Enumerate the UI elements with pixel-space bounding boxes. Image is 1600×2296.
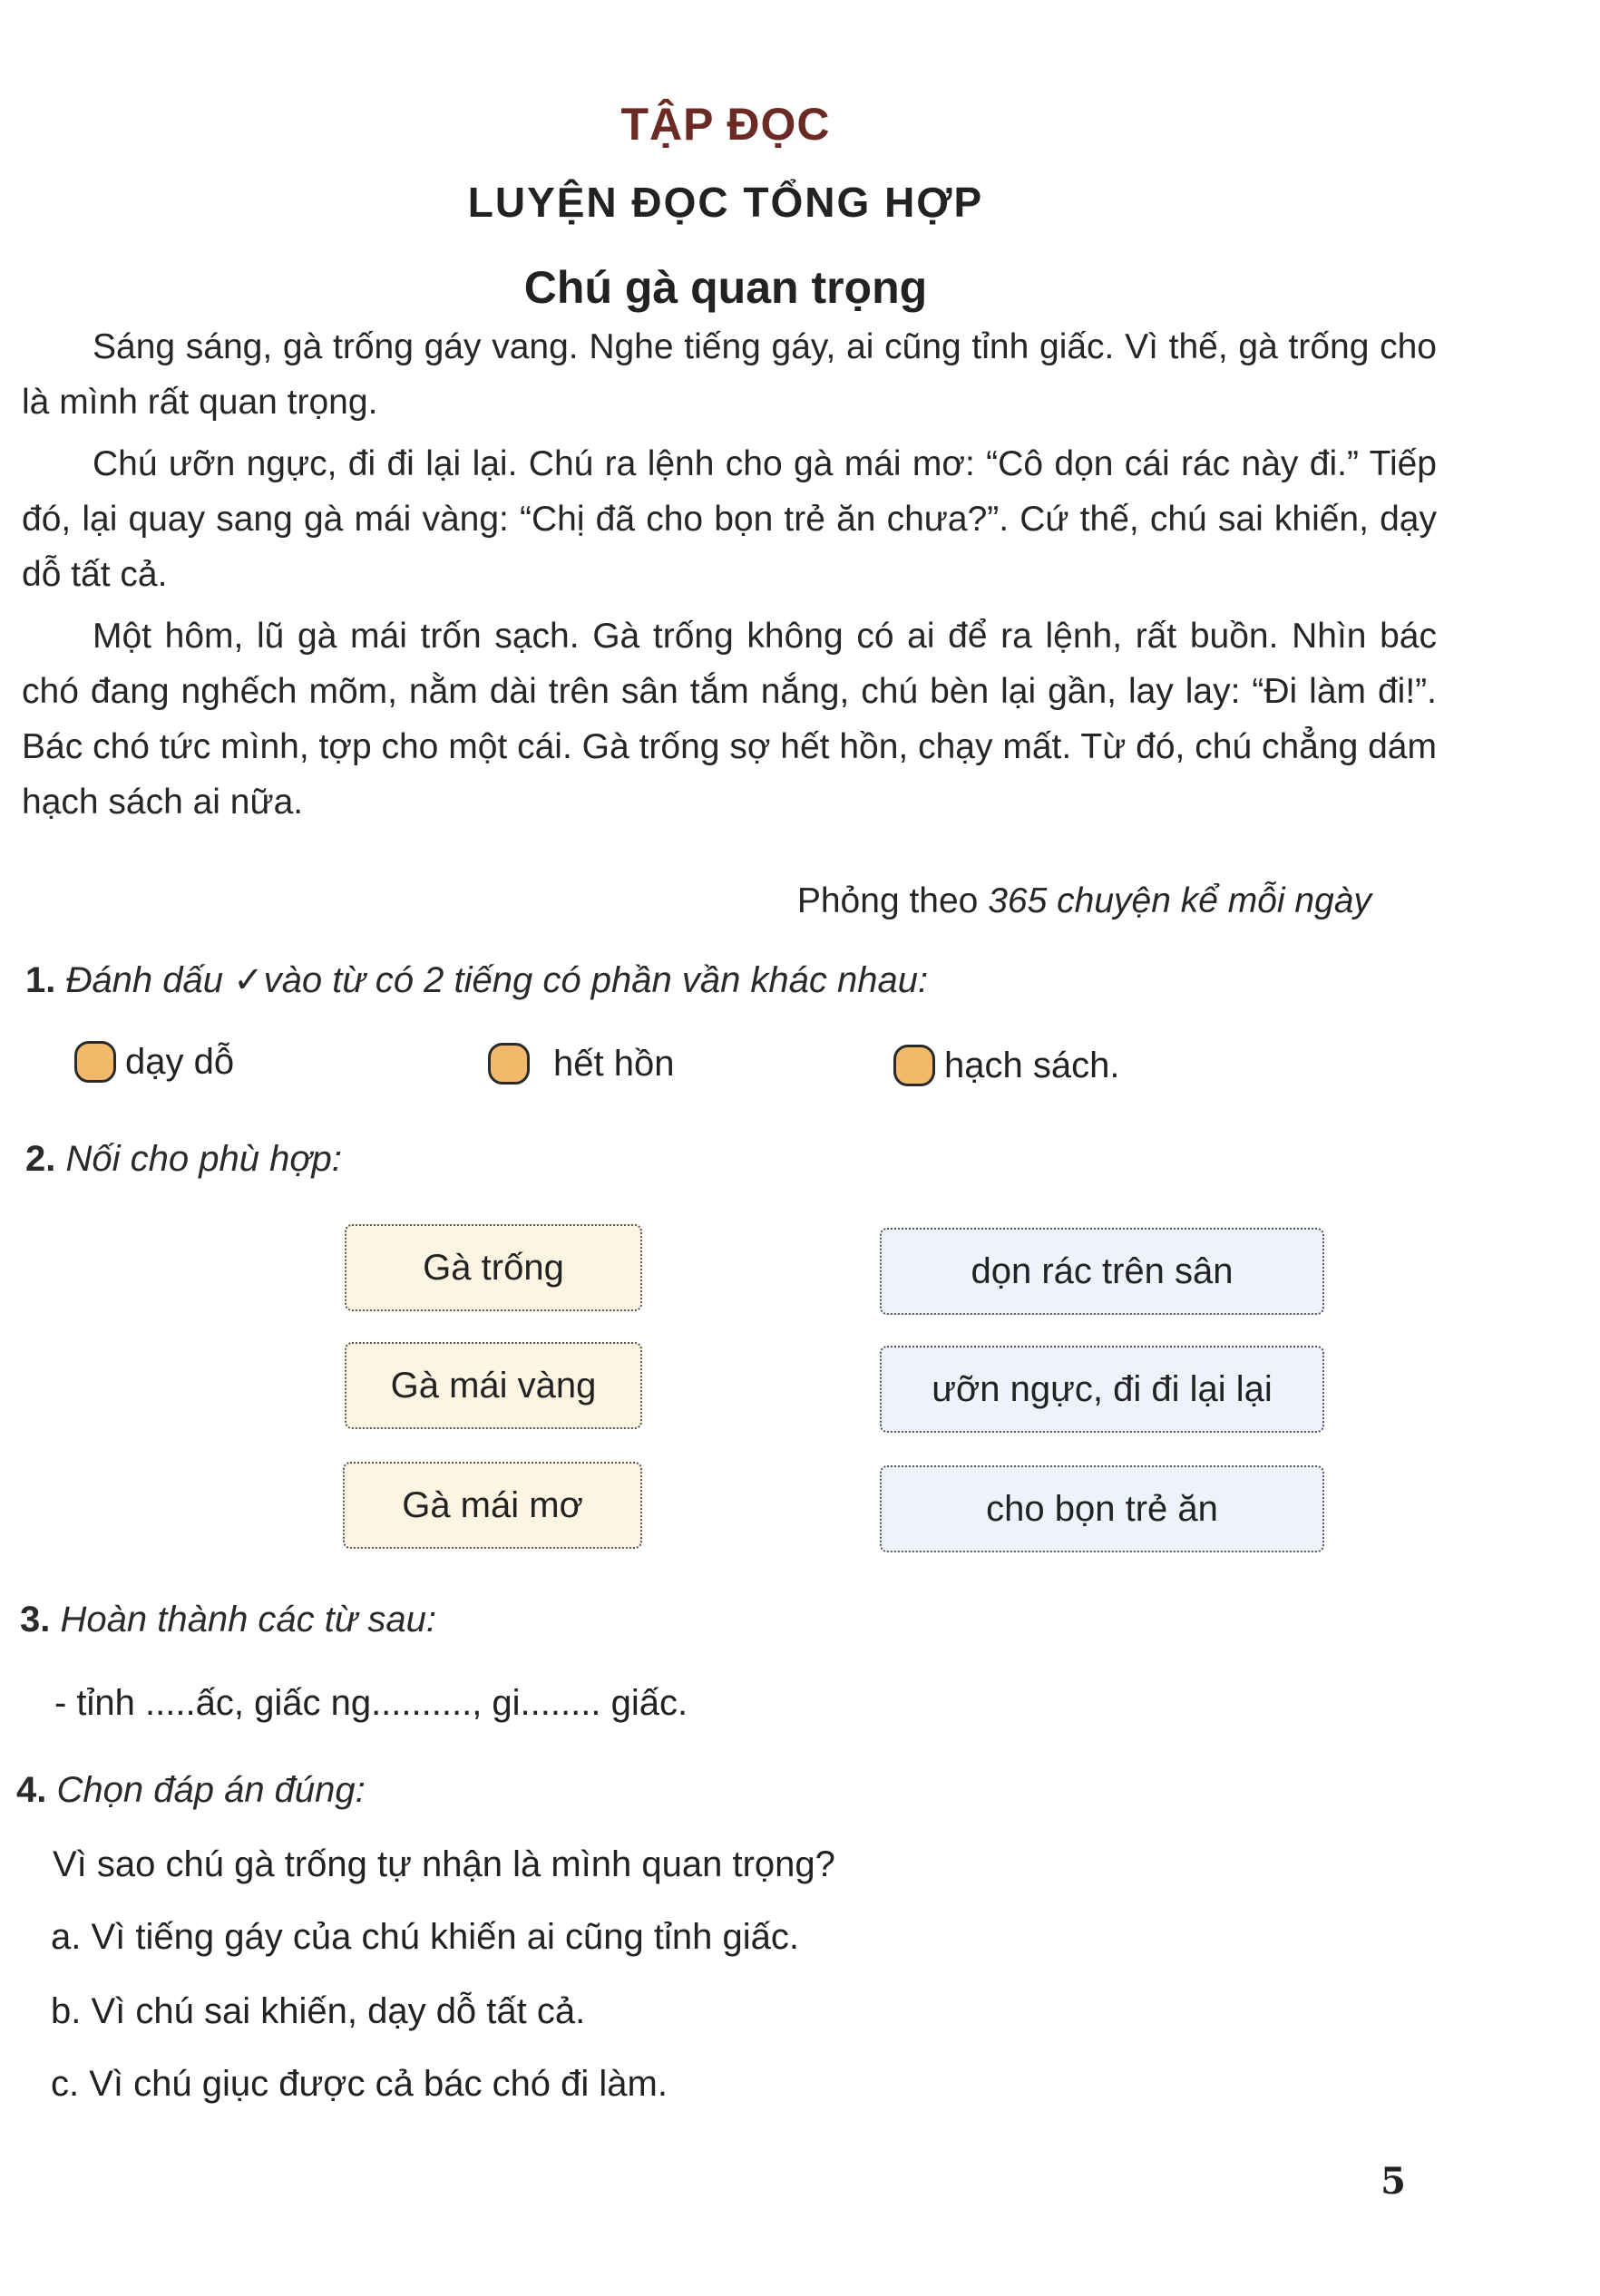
source-book: 365 chuyện kể mỗi ngày (988, 881, 1371, 920)
match-label: dọn rác trên sân (971, 1250, 1234, 1291)
match-right-1[interactable] (880, 1228, 1324, 1315)
question-4-prompt: Vì sao chú gà trống tự nhận là mình quan trọng? (53, 1844, 835, 1884)
checkmark-icon: ✓ (233, 960, 264, 1000)
match-label: cho bọn trẻ ăn (986, 1488, 1218, 1529)
question-2-title (25, 1139, 342, 1180)
q4-option-c[interactable]: c. Vì chú giục được cả bác chó đi làm. (51, 2064, 668, 2104)
match-right-2[interactable] (880, 1346, 1324, 1433)
q1-option-1[interactable] (74, 1041, 234, 1083)
question-3-text: Hoàn thành các từ sau: (60, 1600, 436, 1639)
question-4-title (16, 1770, 366, 1811)
question-3-number: 3. (20, 1600, 51, 1639)
checkbox-icon[interactable] (893, 1045, 935, 1086)
question-1-text-after: vào từ có 2 tiếng có phần vần khác nhau: (263, 960, 929, 1000)
question-4-number: 4. (16, 1770, 47, 1810)
story-paragraph-2: Chú ưỡn ngực, đi đi lại lại. Chú ra lệnh cho gà mái mơ: “Cô dọn cái rác này đi.” Tiếp đó, lại quay sang gà mái vàng: “Chị đã cho bọn trẻ ăn chưa?”. Cứ thế, chú sai khiến, dạy dỗ tất cả. (22, 444, 1437, 594)
q1-option-label: hạch sách. (944, 1045, 1120, 1085)
story-source (797, 881, 1371, 921)
page-number: 5 (1380, 2160, 1406, 2203)
match-label: Gà trống (423, 1247, 564, 1288)
question-1-title (25, 959, 928, 1001)
match-left-2[interactable] (345, 1342, 642, 1429)
question-3-title (20, 1600, 436, 1640)
match-label: ưỡn ngực, đi đi lại lại (932, 1368, 1273, 1409)
section-subtitle: LUYỆN ĐỌC TỔNG HỢP (467, 179, 984, 226)
match-left-1[interactable] (345, 1224, 642, 1311)
fill-in-line[interactable]: - tỉnh .....ấc, giấc ng.........., gi........ giấc. (54, 1683, 688, 1723)
story-body (22, 319, 1437, 836)
q1-option-label: hết hồn (553, 1043, 675, 1084)
match-label: Gà mái mơ (402, 1484, 583, 1525)
story-paragraph-3: Một hôm, lũ gà mái trốn sạch. Gà trống không có ai để ra lệnh, rất buồn. Nhìn bác chó đang nghếch mõm, nằm dài trên sân tắm nắng, chú bèn lại gần, lay lay: “Đi làm đi!”. Bác chó tức mình, tợp cho một cái. Gà trống sợ hết hồn, chạy mất. Từ đó, chú chẳng dám hạch sách ai nữa. (22, 617, 1437, 822)
checkbox-icon[interactable] (488, 1043, 530, 1085)
section-kicker: TẬP ĐỌC (620, 99, 831, 150)
question-1-text-before: Đánh dấu (65, 960, 223, 1000)
source-prefix: Phỏng theo (796, 881, 979, 920)
checkbox-icon[interactable] (74, 1041, 116, 1083)
match-label: Gà mái vàng (390, 1365, 597, 1406)
question-2-text: Nối cho phù hợp: (65, 1139, 342, 1179)
story-title: Chú gà quan trọng (523, 262, 928, 313)
match-left-3[interactable] (343, 1462, 642, 1549)
match-right-3[interactable] (880, 1465, 1324, 1552)
story-paragraph-1: Sáng sáng, gà trống gáy vang. Nghe tiếng gáy, ai cũng tỉnh giấc. Vì thế, gà trống cho là mình rất quan trọng. (22, 327, 1437, 422)
question-2-number: 2. (25, 1139, 56, 1179)
q1-option-label: dạy dỗ (125, 1041, 235, 1082)
q4-option-b[interactable]: b. Vì chú sai khiến, dạy dỗ tất cả. (51, 1991, 586, 2031)
q1-option-2[interactable] (488, 1043, 674, 1085)
question-4-text: Chọn đáp án đúng: (56, 1770, 366, 1810)
q4-option-a[interactable]: a. Vì tiếng gáy của chú khiến ai cũng tỉnh giấc. (51, 1917, 799, 1957)
q1-option-3[interactable] (893, 1045, 1119, 1086)
question-1-number: 1. (25, 960, 56, 1000)
